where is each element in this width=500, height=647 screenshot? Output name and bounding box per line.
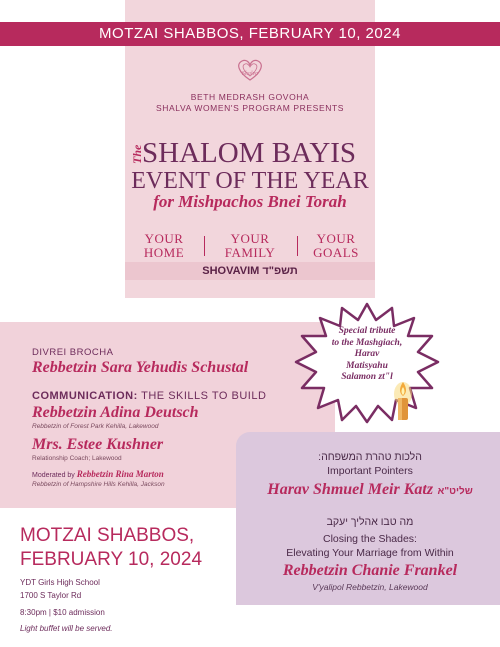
tribute-line2: to the Mashgiach, (331, 337, 403, 348)
lecture-1-speaker (240, 481, 500, 499)
theme-home-top: YOUR (144, 231, 184, 246)
lecture-2-speaker: Rebbetzin Chanie Frankel (282, 562, 458, 579)
shovavim-banner: SHOVAVIM תשפ"ד (125, 262, 375, 280)
presenter-line2: SHALVA WOMEN'S PROGRAM PRESENTS (155, 103, 345, 113)
theme-divider (297, 236, 298, 256)
tribute-line1: Special tribute (338, 326, 396, 336)
tribute-line5: Salamon zt"l (341, 372, 393, 382)
event-subtitle: for Mishpachos Bnei Torah (153, 192, 347, 211)
date-band: MOTZAI SHABBOS, FEBRUARY 10, 2024 (0, 22, 500, 46)
theme-family (214, 232, 286, 260)
theme-goals-top: YOUR (316, 231, 356, 246)
event-venue: YDT Girls High School (20, 578, 100, 587)
communication-label (32, 390, 266, 402)
event-date-line1: MOTZAI SHABBOS, (20, 525, 195, 546)
communication-label-rest: THE SKILLS TO BUILD (137, 390, 267, 402)
speaker-kushner-title: Relationship Coach; Lakewood (32, 455, 122, 462)
tribute-line3: Harav (354, 349, 380, 359)
tribute-text (322, 326, 412, 384)
tribute-line4: Matisyahu (346, 360, 388, 371)
theme-family-bottom: FAMILY (224, 245, 276, 260)
lecture-1-speaker-honorific: שליט"א (437, 486, 473, 497)
speaker-deutsch-title: Rebbetzin of Forest Park Kehilla, Lakewood (32, 423, 159, 430)
moderator-prefix: Moderated by (32, 472, 77, 479)
divrei-brocha-speaker: Rebbetzin Sara Yehudis Schustal (32, 359, 249, 376)
lecture-1-speaker-name: Harav Shmuel Meir Katz (267, 481, 434, 498)
moderator-line (32, 469, 164, 479)
themes-row (128, 232, 372, 260)
lecture-2-title-b: Elevating Your Marriage from Within (286, 547, 454, 559)
event-note: Light buffet will be served. (20, 624, 113, 633)
divrei-brocha-label: DIVREI BROCHA (32, 347, 114, 358)
theme-home-bottom: HOME (143, 245, 185, 260)
lecture-2-speaker-title: V'yalipol Rebbetzin, Lakewood (312, 582, 428, 592)
presenter-line1: BETH MEDRASH GOVOHA (190, 92, 310, 102)
lecture-2 (240, 515, 500, 560)
event-details (20, 576, 113, 635)
lecture-1 (240, 450, 500, 478)
event-date-line2: FEBRUARY 10, 2024 (20, 549, 203, 570)
event-address: 1700 S Taylor Rd (20, 591, 82, 600)
logo-text: Shalva (241, 71, 259, 77)
moderator-title: Rebbetzin of Hampshire Hills Kehilla, Jackson (32, 481, 165, 488)
speaker-kushner: Mrs. Estee Kushner (32, 436, 164, 453)
presenter-block (125, 92, 375, 114)
event-date (20, 524, 202, 572)
theme-divider (204, 236, 205, 256)
lecture-2-title-a: Closing the Shades: (323, 533, 417, 545)
lecture-1-title: Important Pointers (327, 465, 413, 477)
lecture-2-hebrew: מה טבו אהליך יעקב (326, 516, 414, 528)
speaker-deutsch: Rebbetzin Adina Deutsch (32, 404, 199, 421)
theme-goals-bottom: GOALS (313, 245, 359, 260)
title-the: The (130, 144, 144, 164)
shalva-logo (232, 56, 268, 84)
moderator-name: Rebbetzin Rina Marton (76, 469, 164, 479)
lecture-1-hebrew: :הלכות טהרת המשפחה (318, 451, 422, 463)
event-title-line1: SHALOM BAYIS (142, 137, 357, 169)
communication-label-bold: COMMUNICATION: (32, 390, 138, 402)
theme-home (128, 232, 200, 260)
event-time: 8:30pm | $10 admission (20, 608, 105, 617)
event-title-line2: EVENT OF THE YEAR (131, 168, 369, 194)
candle-icon (392, 378, 414, 422)
theme-goals (300, 232, 372, 260)
theme-family-top: YOUR (230, 231, 270, 246)
